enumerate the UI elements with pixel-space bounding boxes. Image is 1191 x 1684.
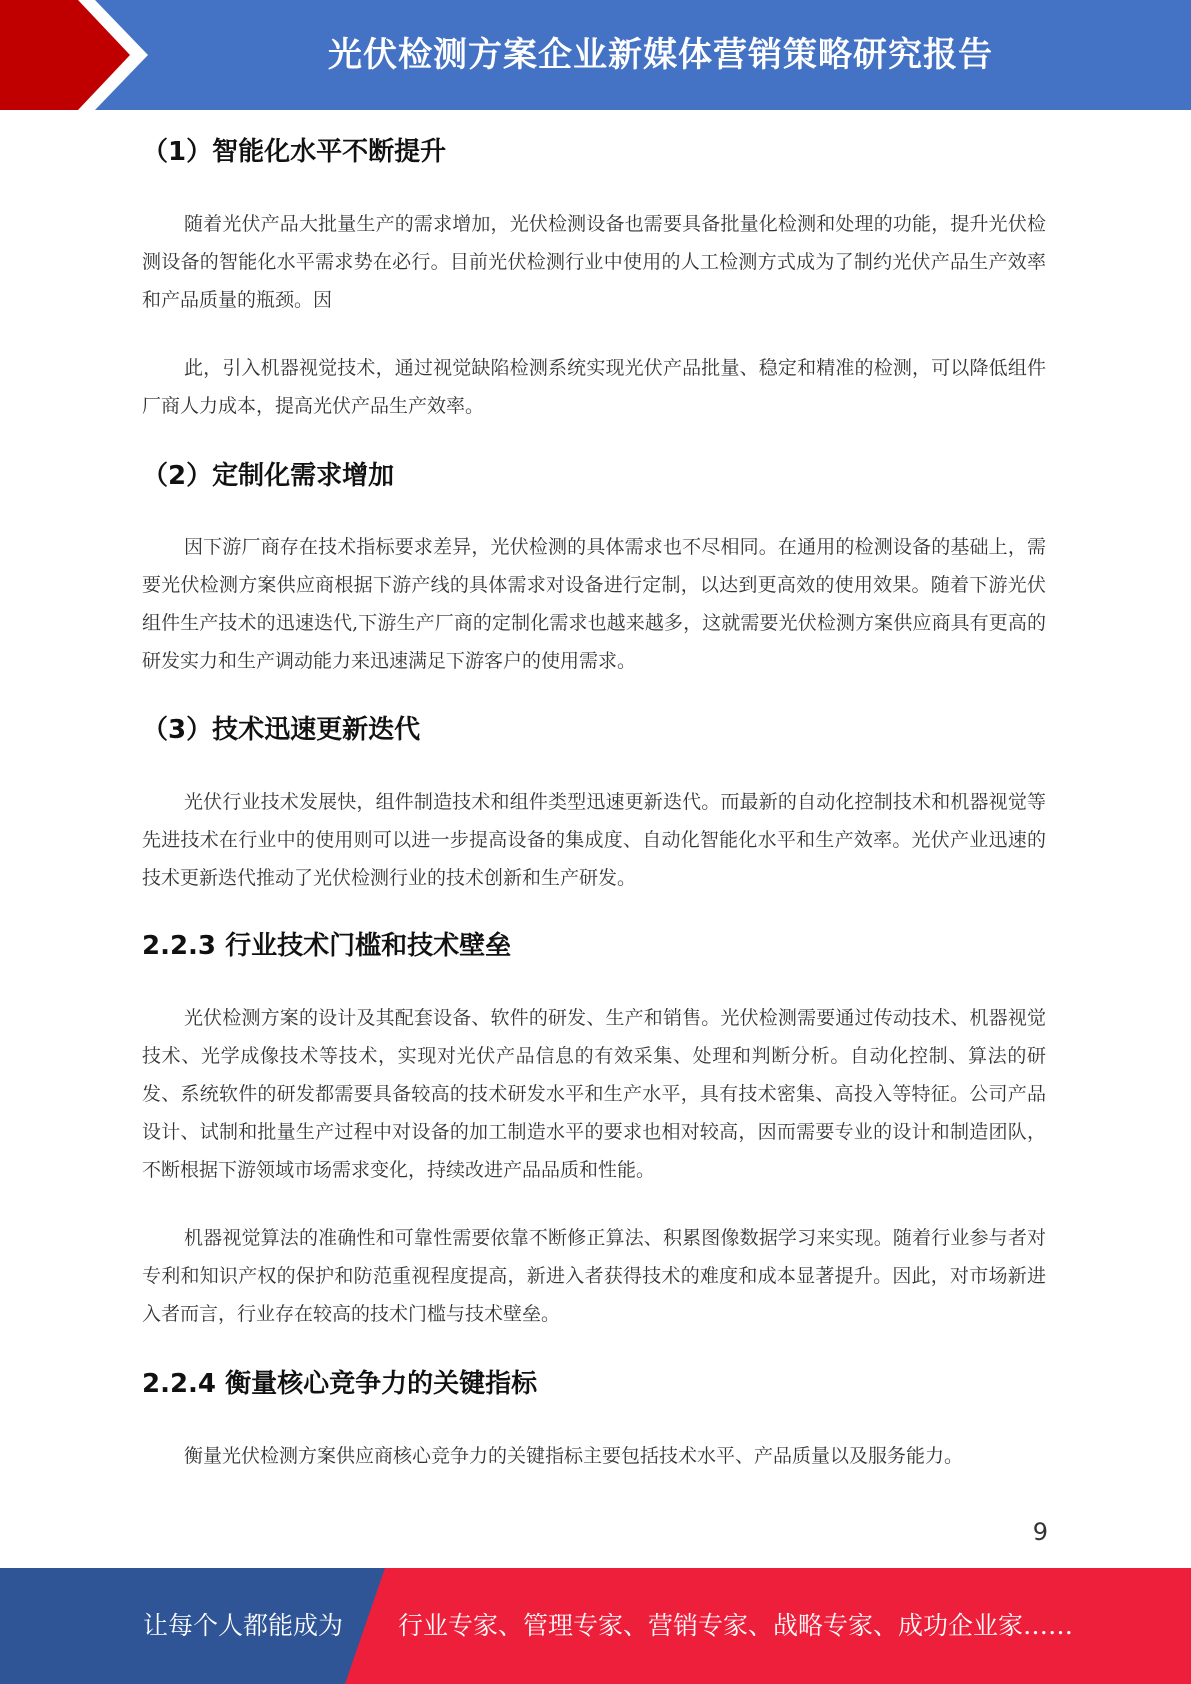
- paragraph: 光伏行业技术发展快，组件制造技术和组件类型迅速更新迭代。而最新的自动化控制技术和机器视觉等先进技术在行业中的使用则可以进一步提高设备的集成度、自动化智能化水平和生产效率。光伏产业迅速的技术更新迭代推动了光伏检测行业的技术创新和生产研发。: [142, 791, 1046, 889]
- footer-slogan-left: 让每个人都能成为: [143, 1611, 344, 1640]
- page-number: 9: [1032, 1518, 1048, 1546]
- footer-slogan-right: 行业专家、管理专家、营销专家、战略专家、成功企业家……: [398, 1611, 1074, 1640]
- section-heading-iteration: （3）技术迅速更新迭代: [142, 715, 421, 745]
- report-title: 光伏检测方案企业新媒体营销策略研究报告: [328, 35, 993, 75]
- page-footer: [0, 1568, 1191, 1684]
- section-heading-intelligence: （1）智能化水平不断提升: [142, 137, 447, 167]
- paragraph: 因下游厂商存在技术指标要求差异，光伏检测的具体需求也不尽相同。在通用的检测设备的基础上，需要光伏检测方案供应商根据下游产线的具体需求对设备进行定制，以达到更高效的使用效果。随着下游光伏组件生产技术的迅速迭代,下游生产厂商的定制化需求也越来越多，这就需要光伏检测方案供应商具有更高的研发实力和生产调动能力来迅速满足下游客户的使用需求。: [142, 536, 1046, 672]
- page-header: [0, 0, 1191, 110]
- paragraph: 此，引入机器视觉技术，通过视觉缺陷检测系统实现光伏产品批量、稳定和精准的检测，可以降低组件厂商人力成本，提高光伏产品生产效率。: [142, 357, 1046, 417]
- section-heading-2-2-3: 2.2.3 行业技术门槛和技术壁垒: [142, 931, 512, 961]
- paragraph: 机器视觉算法的准确性和可靠性需要依靠不断修正算法、积累图像数据学习来实现。随着行业参与者对专利和知识产权的保护和防范重视程度提高，新进入者获得技术的难度和成本显著提升。因此，对市场新进入者而言，行业存在较高的技术门槛与技术壁垒。: [142, 1227, 1046, 1325]
- section-heading-2-2-4: 2.2.4 衡量核心竞争力的关键指标: [142, 1369, 538, 1399]
- paragraph: 衡量光伏检测方案供应商核心竞争力的关键指标主要包括技术水平、产品质量以及服务能力。: [184, 1445, 964, 1467]
- paragraph: 光伏检测方案的设计及其配套设备、软件的研发、生产和销售。光伏检测需要通过传动技术、机器视觉技术、光学成像技术等技术，实现对光伏产品信息的有效采集、处理和判断分析。自动化控制、算法的研发、系统软件的研发都需要具备较高的技术研发水平和生产水平，具有技术密集、高投入等特征。公司产品设计、试制和批量生产过程中对设备的加工制造水平的要求也相对较高，因而需要专业的设计和制造团队，不断根据下游领域市场需求变化，持续改进产品品质和性能。: [142, 1007, 1046, 1181]
- paragraph: 随着光伏产品大批量生产的需求增加，光伏检测设备也需要具备批量化检测和处理的功能，提升光伏检测设备的智能化水平需求势在必行。目前光伏检测行业中使用的人工检测方式成为了制约光伏产品生产效率和产品质量的瓶颈。因: [142, 213, 1046, 311]
- section-heading-customization: （2）定制化需求增加: [142, 461, 395, 491]
